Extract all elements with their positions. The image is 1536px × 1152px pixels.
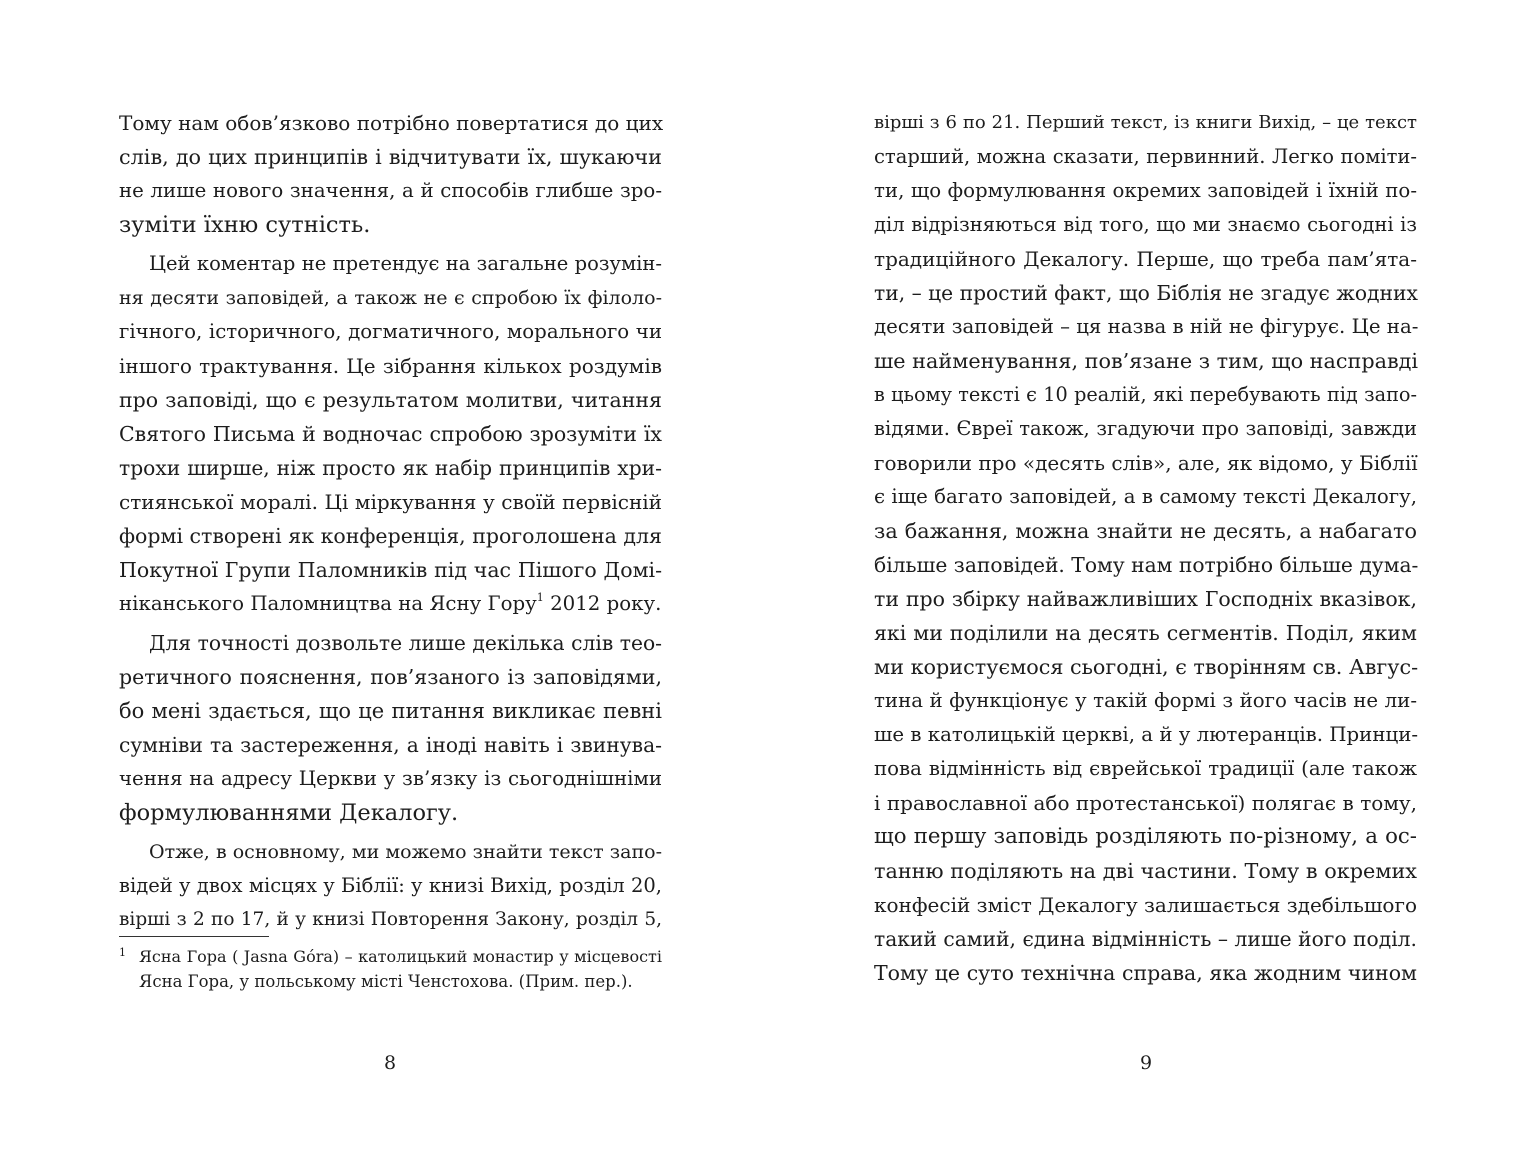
text-line: ти, що формулювання окремих заповідей і їхній по-	[874, 179, 1417, 202]
text-line: зуміти їхню сутність.	[119, 212, 371, 238]
footnote	[119, 944, 662, 994]
footnote-reference[interactable]: 1	[536, 591, 544, 604]
text-line: бо мені здається, що це питання викликає певні	[119, 699, 662, 723]
text-line: що першу заповідь розділяють по-різному, а ос-	[874, 824, 1417, 849]
text-line: які ми поділили на десять сегментів. Поділ, яким	[874, 621, 1417, 645]
text-line: діл відрізняються від того, що ми знаємо сьогодні із	[874, 213, 1417, 236]
paragraph	[119, 626, 662, 830]
text-line: традиційного Декалогу. Перше, що треба пам’ята-	[874, 247, 1417, 271]
text-line: тина й функціонує у такій формі з його часів не ли-	[874, 689, 1417, 712]
text-line: ше найменування, пов’язане з тим, що насправді	[874, 349, 1419, 373]
text-line: про заповіді, що є результатом молитви, читання	[119, 388, 662, 412]
text-line: ретичного пояснення, пов’язаного із заповідями,	[119, 665, 662, 689]
text-line: такий самий, єдина відмінність – лише його поділ.	[874, 927, 1417, 951]
text-line: трохи ширше, ніж просто як набір принципів хри-	[119, 456, 662, 480]
text-line: Отже, в основному, ми можемо знайти текст запо-	[149, 841, 662, 863]
text-line: конфесій зміст Декалогу залишається здебільшого	[874, 893, 1417, 917]
text-line: сумніви та застереження, а іноді навіть і звинува-	[119, 733, 662, 757]
text-line: є іще багато заповідей, а в самому тексті Декалогу,	[874, 485, 1417, 508]
text-line	[119, 587, 662, 621]
text-line: відями. Євреї також, згадуючи про заповіді, завжди	[874, 417, 1417, 440]
right-page	[768, 0, 1536, 1152]
text-line: за бажання, можна знайти не десять, а набагато	[874, 519, 1417, 543]
text-line-start: ніканського Паломництва на Ясну Гору	[119, 592, 537, 615]
footnote-line: 1 Ясна Гора ( Jasna Góra) – католицький монастир у місцевості	[119, 946, 662, 966]
text-line: старший, можна сказати, первинний. Легко поміти-	[874, 145, 1417, 168]
text-line: вірші з 2 по 17, й у книзі Повторення Закону, розділ 5,	[119, 909, 662, 930]
text-line: Тому це суто технічна справа, яка жодним чином	[874, 961, 1417, 985]
text-line: формі створені як конференція, проголошена для	[119, 524, 662, 548]
text-line: говорили про «десять слів», але, як відомо, у Біблії	[874, 451, 1418, 475]
right-page-body	[874, 106, 1417, 990]
text-line: гічного, історичного, догматичного, морального чи	[119, 320, 662, 343]
text-line: ти про збірку найважливіших Господніх вказівок,	[874, 587, 1417, 611]
text-line: ня десяти заповідей, а також не є спробою їх філоло-	[119, 287, 662, 309]
text-line: ти, – це простий факт, що Біблія не згадує жодних	[874, 281, 1418, 305]
text-line: Тому нам обов’язково потрібно повертатися до цих	[119, 111, 664, 135]
text-line-end: 2012 року.	[550, 592, 662, 615]
paragraph	[119, 835, 662, 937]
text-line: Покутної Групи Паломників під час Пішого Домі-	[119, 558, 662, 582]
text-line: відей у двох місцях у Біблії: у книзі Вихід, розділ 20,	[119, 874, 662, 897]
text-line: і православної або протестанської) полягає в тому,	[874, 791, 1417, 815]
text-line: чення на адресу Церкви у зв’язку із сьогоднішніми	[119, 767, 662, 790]
text-line: стиянської моралі. Ці міркування у своїй первісній	[119, 490, 662, 514]
paragraph	[119, 247, 662, 621]
text-line: пова відмінність від єврейської традиції (але також	[874, 757, 1417, 780]
text-line: Цей коментар не претендує на загальне розумін-	[149, 252, 662, 275]
text-line: ми користуємося сьогодні, є творінням св. Авгус-	[874, 655, 1419, 679]
text-line: десяти заповідей – ця назва в ній не фігурує. Це на-	[874, 315, 1419, 338]
text-line: формулюваннями Декалогу.	[119, 800, 459, 826]
page-number: 8	[383, 1052, 397, 1074]
footnote-divider	[119, 936, 269, 937]
text-line: слів, до цих принципів і відчитувати їх, шукаючи	[119, 145, 662, 169]
left-page-body	[119, 106, 662, 937]
text-line: танню поділяють на дві частини. Тому в окремих	[874, 859, 1417, 883]
text-line: Святого Письма й водночас спробою зрозуміти їх	[119, 422, 662, 446]
page-number: 9	[1139, 1052, 1153, 1074]
text-line: вірші з 6 по 21. Перший текст, із книги Вихід, – це текст	[874, 112, 1417, 133]
text-line: не лише нового значення, а й способів глибше зро-	[119, 179, 662, 202]
text-line: Для точності дозвольте лише декілька слів тео-	[149, 631, 662, 655]
paragraph	[119, 106, 662, 242]
footnote-text: Ясна Гора ( Jasna Góra) – католицький монастир у місцевості	[139, 947, 662, 966]
text-line: більше заповідей. Тому нам потрібно більше дума-	[874, 553, 1419, 577]
text-line: в цьому тексті є 10 реалій, які перебувають під запо-	[874, 383, 1417, 406]
text-line: іншого трактування. Це зібрання кількох роздумів	[119, 354, 662, 378]
footnote-line: Ясна Гора, у польському місті Ченстохова. (Прим. пер.).	[139, 972, 633, 991]
text-line: ше в католицькій церкві, а й у лютеранців. Принци-	[874, 723, 1419, 746]
